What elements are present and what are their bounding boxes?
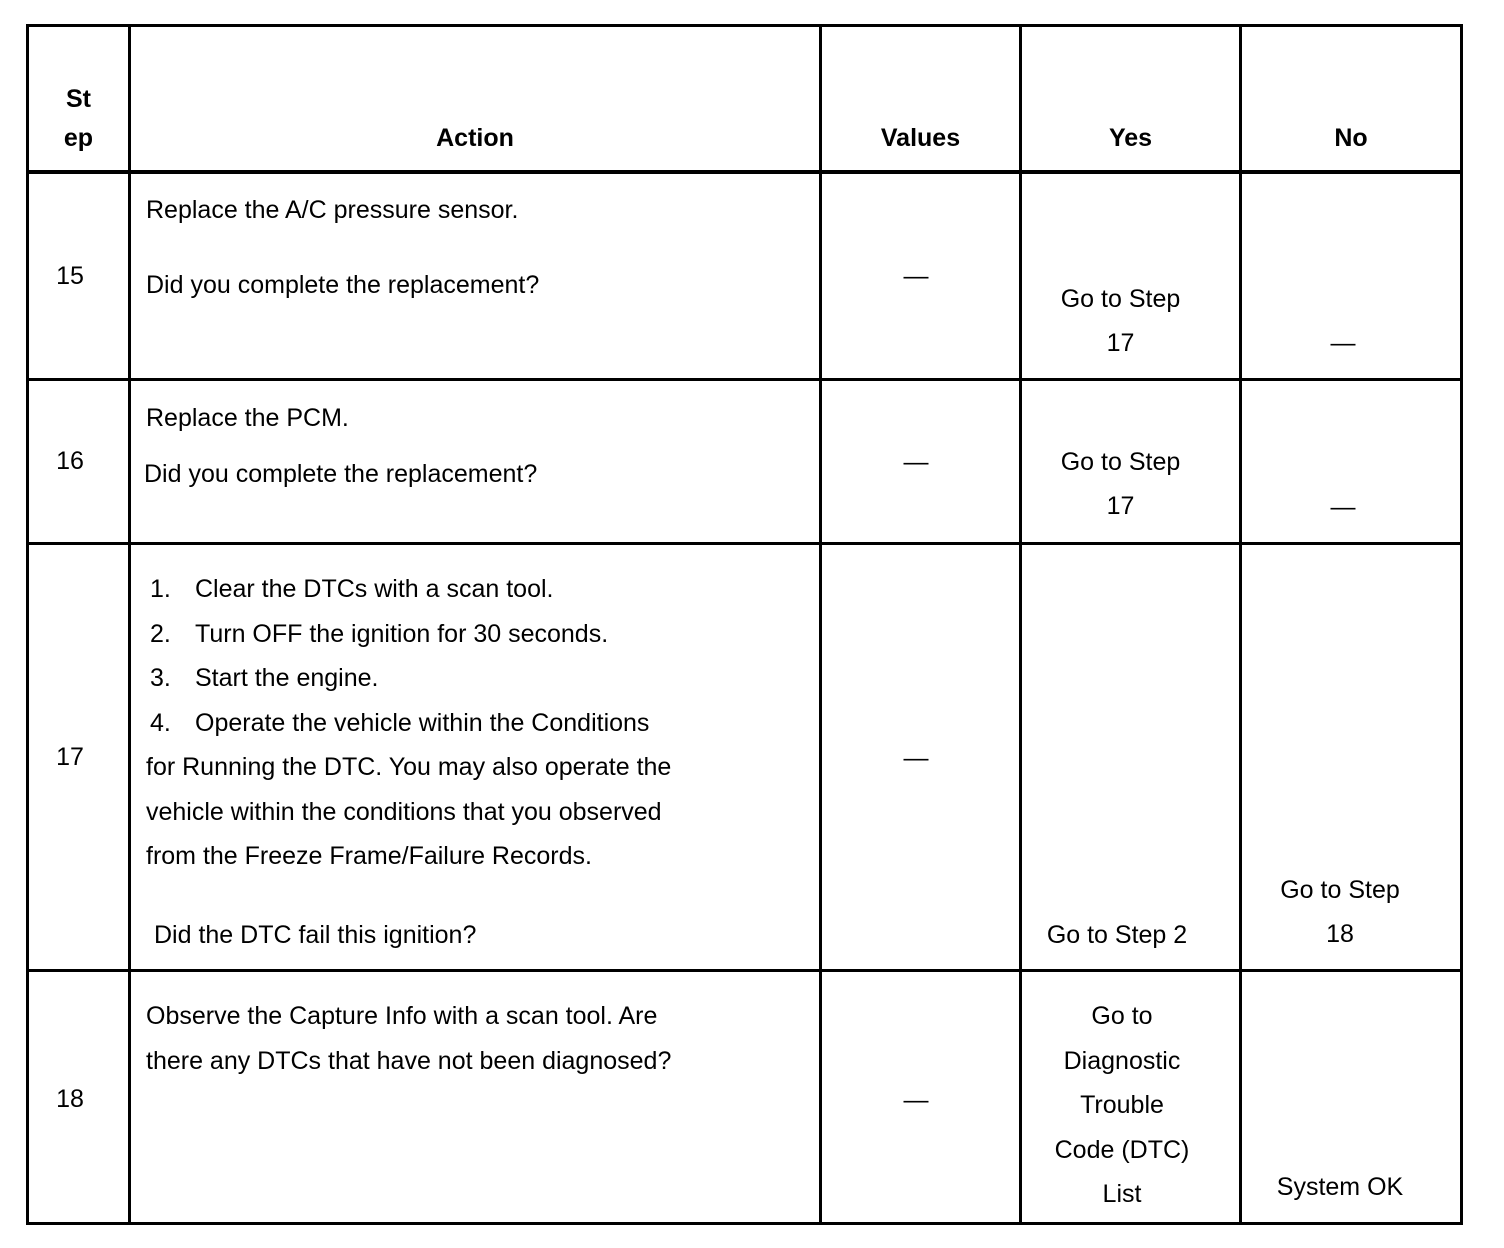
list-number: 3.: [150, 664, 171, 693]
value-dash: —: [903, 1086, 929, 1114]
action-line: there any DTCs that have not been diagnosed?: [146, 1046, 672, 1075]
action-question: Did you complete the replacement?: [146, 271, 540, 299]
list-item: [150, 656, 649, 701]
list-item: [150, 567, 649, 612]
header-step: [29, 84, 128, 153]
step-number: 16: [56, 447, 84, 475]
header-values: Values: [880, 124, 961, 152]
header-no: No: [1334, 124, 1368, 152]
yes-result: [1022, 994, 1222, 1217]
action-line: vehicle within the conditions that you observed: [146, 797, 662, 826]
list-text: Operate the vehicle within the Conditions: [195, 708, 650, 737]
no-result: —: [1330, 493, 1356, 521]
header-action: Action: [436, 124, 514, 152]
action-line: Observe the Capture Info with a scan tool. Are: [146, 1002, 658, 1030]
list-text: Turn OFF the ignition for 30 seconds.: [195, 619, 609, 648]
column-divider: [128, 24, 131, 1225]
no-result-line2: 18: [1326, 920, 1354, 948]
list-number: 1.: [150, 575, 171, 603]
column-divider: [1239, 24, 1242, 1225]
action-continuation: [146, 745, 671, 879]
value-dash: —: [903, 448, 929, 476]
list-item: [150, 701, 649, 746]
table-border-left: [26, 24, 29, 1225]
yes-result: [1022, 447, 1219, 521]
yes-result-line: Diagnostic: [1063, 1046, 1181, 1075]
yes-result-line2: 17: [1106, 329, 1135, 357]
no-result-line1: Go to Step: [1280, 876, 1400, 904]
yes-result-line: List: [1102, 1180, 1142, 1209]
action-text: Replace the A/C pressure sensor.: [146, 196, 519, 224]
header-yes: Yes: [1108, 124, 1153, 152]
yes-result-line1: Go to Step: [1060, 448, 1181, 476]
row-divider: [26, 969, 1463, 972]
step-number: 15: [56, 262, 84, 290]
table-border-bottom: [26, 1222, 1463, 1225]
list-text: Clear the DTCs with a scan tool.: [195, 575, 554, 603]
list-number: 2.: [150, 619, 171, 648]
action-question: Did the DTC fail this ignition?: [154, 921, 477, 949]
no-result: System OK: [1276, 1173, 1404, 1201]
yes-result: Go to Step 2: [1046, 921, 1188, 949]
list-text: Start the engine.: [195, 664, 379, 693]
value-dash: —: [903, 262, 929, 290]
yes-result-line1: Go to Step: [1060, 285, 1181, 313]
action-list: [150, 567, 649, 745]
no-result: —: [1330, 329, 1356, 357]
header-step-line1: St: [66, 85, 91, 113]
action-line: from the Freeze Frame/Failure Records.: [146, 842, 592, 871]
header-step-line2: ep: [63, 124, 94, 152]
yes-result: [1022, 284, 1219, 358]
action-text: [146, 994, 671, 1083]
row-divider: [26, 542, 1463, 545]
action-text: Replace the PCM.: [146, 404, 349, 432]
yes-result-line: Trouble: [1080, 1091, 1164, 1120]
yes-result-line: Code (DTC): [1054, 1135, 1190, 1164]
table-border-top: [26, 24, 1463, 27]
table-border-right: [1460, 24, 1463, 1225]
value-dash: —: [903, 744, 929, 772]
step-number: 17: [56, 743, 84, 771]
row-divider: [26, 378, 1463, 381]
column-divider: [819, 24, 822, 1225]
yes-result-line2: 17: [1106, 492, 1135, 520]
yes-result-line: Go to: [1091, 1002, 1153, 1030]
list-number: 4.: [150, 708, 171, 737]
no-result: [1242, 875, 1438, 949]
action-line: for Running the DTC. You may also operate the: [146, 753, 672, 781]
header-divider: [26, 170, 1463, 174]
action-question: Did you complete the replacement?: [144, 460, 538, 488]
step-number: 18: [56, 1085, 84, 1113]
list-item: [150, 612, 649, 657]
